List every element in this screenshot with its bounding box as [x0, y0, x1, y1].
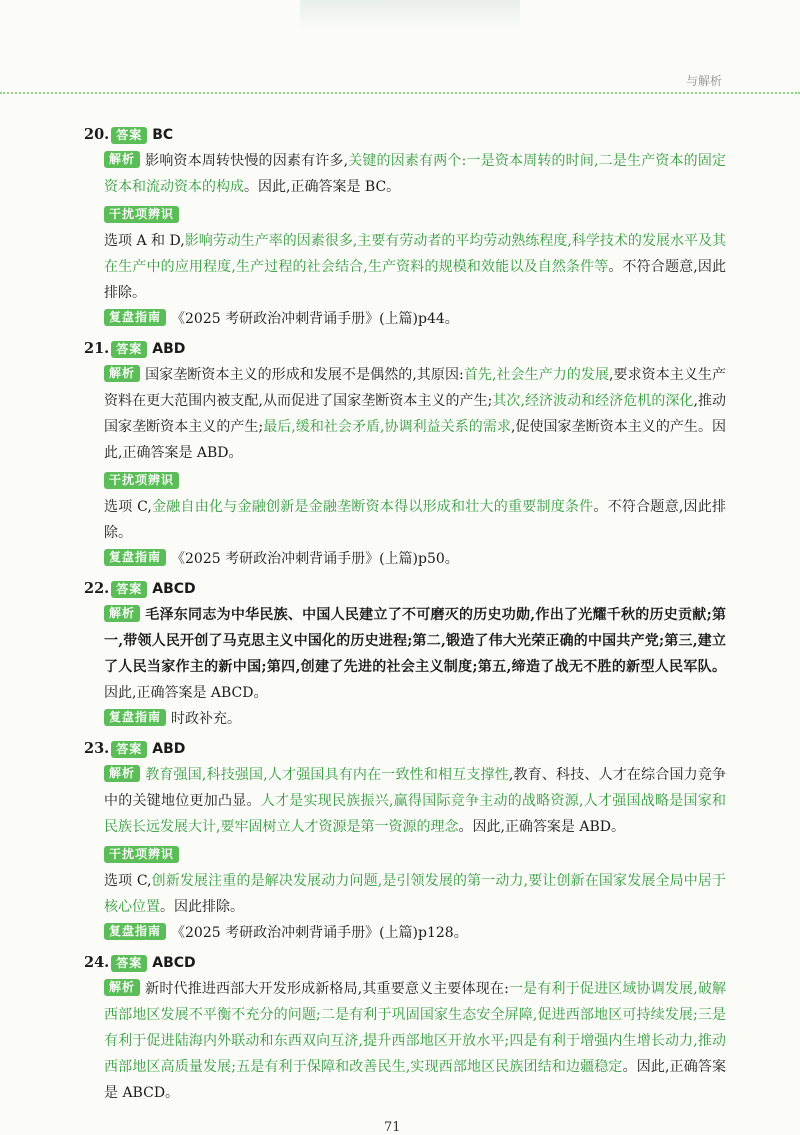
- analysis-tag: 解析: [104, 765, 140, 782]
- question-22-review: 复盘指南 时政补充。: [84, 706, 726, 732]
- review-tag: 复盘指南: [104, 923, 166, 940]
- running-head: 与解析: [685, 74, 722, 88]
- distractor-tag: 干扰项辨识: [104, 206, 179, 223]
- answer-tag: 答案: [111, 127, 147, 144]
- question-number: 24.: [84, 954, 110, 971]
- page-content: [84, 118, 726, 1106]
- question-23-header: [84, 736, 726, 762]
- question-22-header: [84, 576, 726, 602]
- question-22-analysis: 解析 毛泽东同志为中华民族、中国人民建立了不可磨灭的历史功勋,作出了光耀千秋的历史贡献;第一,带领人民开创了马克思主义中国化的历史进程;第二,锻造了伟大光荣正确的中国共产党;第三,建立了人民当家作主的新中国;第四,创建了先进的社会主义制度;第五,缔造了战无不胜的新型人民军队。因此,正确答案是 ABCD。: [104, 606, 726, 701]
- question-number: 20.: [84, 126, 110, 143]
- analysis-tag: 解析: [104, 605, 140, 622]
- scan-artifact: [300, 0, 520, 30]
- page-number: 71: [384, 1120, 401, 1135]
- question-23-review: 复盘指南 《2025 考研政治冲刺背诵手册》(上篇)p128。: [84, 920, 726, 946]
- answer-value: ABD: [152, 341, 186, 357]
- question-21-analysis: 解析 国家垄断资本主义的形成和发展不是偶然的,其原因:首先,社会生产力的发展,要求资本主义生产资料在更大范围内被支配,从而促进了国家垄断资本主义的产生;其次,经济波动和经济危机的深化,推动国家垄断资本主义的产生;最后,缓和社会矛盾,协调利益关系的需求,促使国家垄断资本主义的产生。因此,正确答案是 ABD。: [104, 366, 727, 461]
- analysis-tag: 解析: [104, 365, 140, 382]
- question-20-review: 复盘指南 《2025 考研政治冲刺背诵手册》(上篇)p44。: [84, 306, 726, 332]
- review-tag: 复盘指南: [104, 709, 166, 726]
- question-20-analysis: 解析 影响资本周转快慢的因素有许多,关键的因素有两个:一是资本周转的时间,二是生产资本的固定资本和流动资本的构成。因此,正确答案是 BC。: [104, 152, 727, 195]
- question-23-analysis: 解析 教育强国,科技强国,人才强国具有内在一致性和相互支撑性,教育、科技、人才在综合国力竞争中的关键地位更加凸显。人才是实现民族振兴,赢得国际竞争主动的战略资源,人才强国战略是国家和民族长远发展大计,要牢固树立人才资源是第一资源的理念。因此,正确答案是 ABD。: [104, 766, 727, 835]
- answer-value: BC: [152, 127, 174, 143]
- answer-tag: 答案: [111, 741, 147, 758]
- answer-value: ABD: [152, 741, 186, 757]
- distractor-tag: 干扰项辨识: [104, 472, 179, 489]
- question-23-distractor: 选项 C,创新发展注重的是解决发展动力问题,是引领发展的第一动力,要让创新在国家发展全局中居于核心位置。因此排除。: [104, 873, 726, 915]
- answer-tag: 答案: [111, 955, 147, 972]
- question-number: 23.: [84, 740, 110, 757]
- question-21-header: [84, 336, 726, 362]
- answer-tag: 答案: [111, 581, 147, 598]
- analysis-tag: 解析: [104, 151, 140, 168]
- answer-value: ABCD: [152, 955, 196, 971]
- distractor-tag: 干扰项辨识: [104, 846, 179, 863]
- question-20-distractor: 选项 A 和 D,影响劳动生产率的因素很多,主要有劳动者的平均劳动熟练程度,科学技术的发展水平及其在生产中的应用程度,生产过程的社会结合,生产资料的规模和效能以及自然条件等。不符合题意,因此排除。: [104, 233, 726, 301]
- question-21-distractor: 选项 C,金融自由化与金融创新是金融垄断资本得以形成和壮大的重要制度条件。不符合题意,因此排除。: [104, 499, 726, 541]
- review-tag: 复盘指南: [104, 549, 166, 566]
- question-24-analysis: 解析 新时代推进西部大开发形成新格局,其重要意义主要体现在:一是有利于促进区域协调发展,破解西部地区发展不平衡不充分的问题;二是有利于巩固国家生态安全屏障,促进西部地区可持续发展;三是有利于促进陆海内外联动和东西双向互济,提升西部地区开放水平;四是有利于增强内生增长动力,推动西部地区高质量发展;五是有利于保障和改善民生,实现西部地区民族团结和边疆稳定。因此,正确答案是 ABCD。: [104, 980, 727, 1101]
- question-24-header: [84, 950, 726, 976]
- review-tag: 复盘指南: [104, 309, 166, 326]
- header-divider: [0, 92, 800, 94]
- analysis-tag: 解析: [104, 979, 140, 996]
- question-number: 22.: [84, 580, 110, 597]
- question-21-review: 复盘指南 《2025 考研政治冲刺背诵手册》(上篇)p50。: [84, 546, 726, 572]
- question-number: 21.: [84, 340, 110, 357]
- answer-tag: 答案: [111, 341, 147, 358]
- answer-value: ABCD: [152, 581, 196, 597]
- question-20-header: [84, 122, 726, 148]
